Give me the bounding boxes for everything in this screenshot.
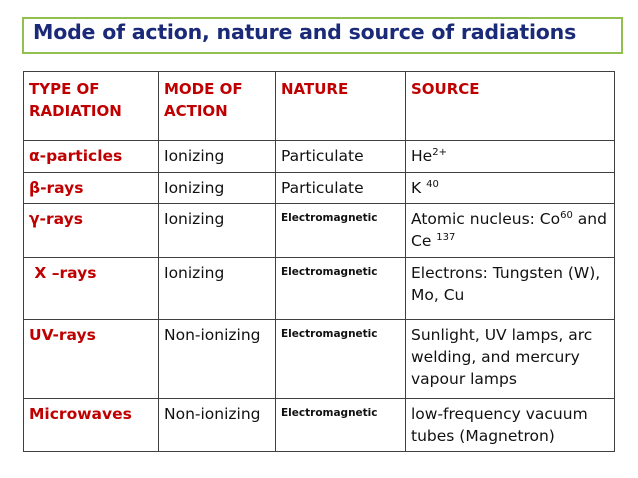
source-text: He: [411, 147, 433, 165]
cell-source: [406, 173, 615, 204]
cell-type: α-particles: [24, 141, 159, 173]
cell-mode: Ionizing: [159, 141, 276, 173]
header-type: TYPE OF RADIATION: [24, 72, 159, 141]
cell-nature: Electromagnetic: [276, 399, 406, 452]
cell-type: β-rays: [24, 173, 159, 204]
cell-nature: Electromagnetic: [276, 204, 406, 258]
source-superscript-2: 137: [436, 231, 456, 243]
cell-mode: Ionizing: [159, 258, 276, 320]
header-row: [24, 72, 615, 141]
source-superscript: 60: [560, 209, 573, 221]
source-text: Atomic nucleus: Co: [411, 210, 561, 228]
table-row: [24, 258, 615, 320]
cell-type: Microwaves: [24, 399, 159, 452]
slide-title: Mode of action, nature and source of radiations: [33, 20, 577, 44]
header-mode: MODE OF ACTION: [159, 72, 276, 141]
cell-nature: Electromagnetic: [276, 258, 406, 320]
cell-source: Sunlight, UV lamps, arc welding, and mercury vapour lamps: [406, 320, 615, 399]
cell-nature: Electromagnetic: [276, 320, 406, 399]
table-row: [24, 399, 615, 452]
header-source: SOURCE: [406, 72, 615, 141]
cell-mode: Ionizing: [159, 204, 276, 258]
cell-nature: Particulate: [276, 141, 406, 173]
cell-type: γ-rays: [24, 204, 159, 258]
cell-source: low-frequency vacuum tubes (Magnetron): [406, 399, 615, 452]
table-row: [24, 173, 615, 204]
cell-type: UV-rays: [24, 320, 159, 399]
source-superscript: 2+: [432, 146, 447, 158]
table-row: [24, 141, 615, 173]
cell-source: [406, 141, 615, 173]
source-superscript: 40: [426, 178, 439, 190]
cell-source: [406, 204, 615, 258]
source-text-tail: and Ce: [411, 210, 607, 250]
table-row: [24, 320, 615, 399]
cell-nature: Particulate: [276, 173, 406, 204]
radiation-table: [23, 71, 615, 452]
table-row: [24, 204, 615, 258]
cell-type: X –rays: [24, 258, 159, 320]
cell-mode: Non-ionizing: [159, 320, 276, 399]
cell-mode: Non-ionizing: [159, 399, 276, 452]
source-text: K: [411, 179, 427, 197]
cell-source: Electrons: Tungsten (W), Mo, Cu: [406, 258, 615, 320]
header-nature: NATURE: [276, 72, 406, 141]
cell-mode: Ionizing: [159, 173, 276, 204]
